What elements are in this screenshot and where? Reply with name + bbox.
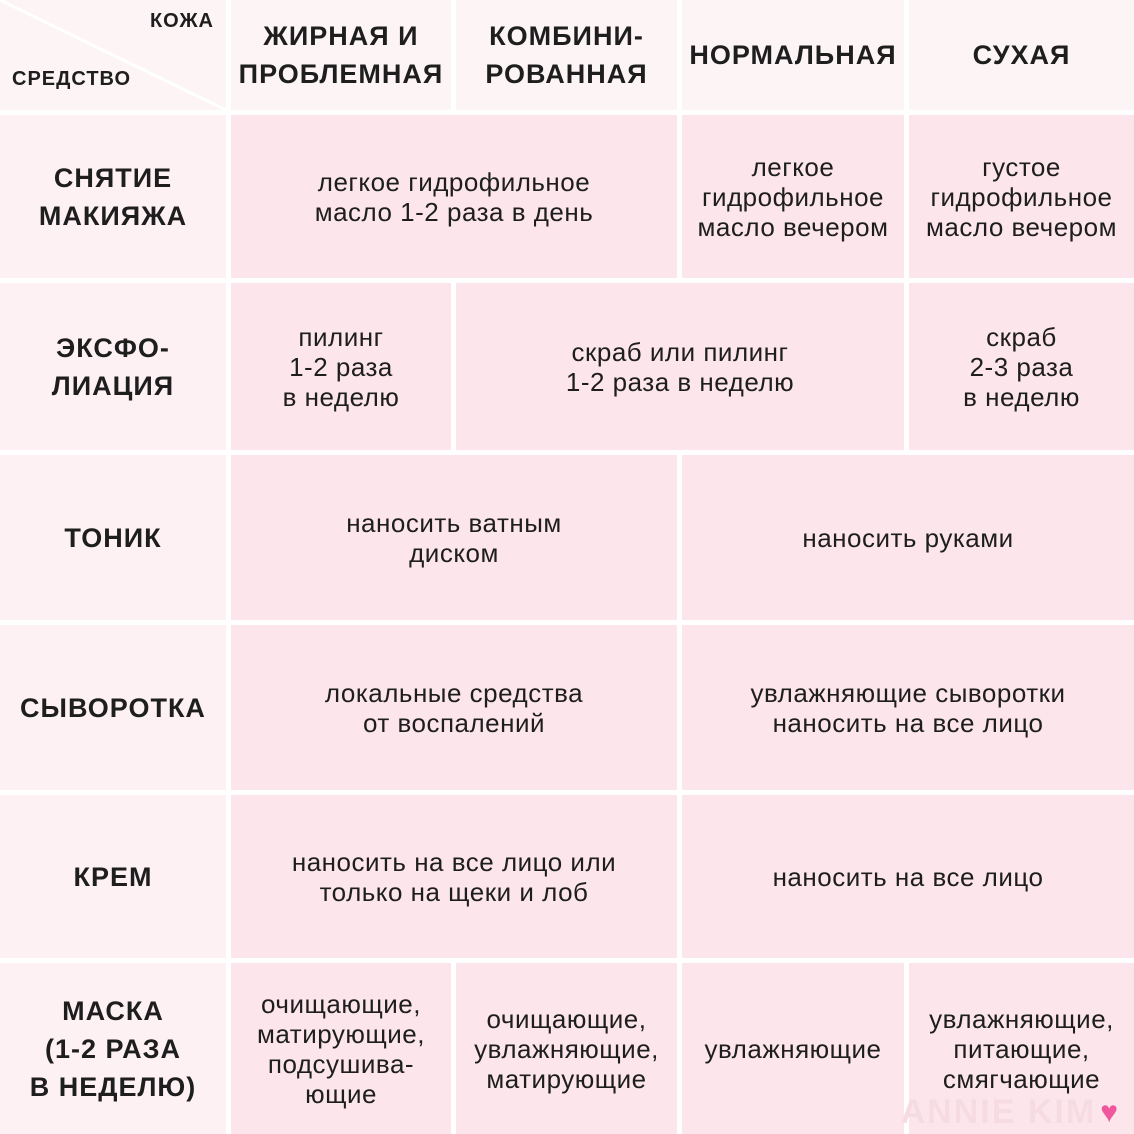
cell-exfoliation-dry: скраб 2-3 раза в неделю [909, 283, 1134, 450]
corner-product-label: СРЕДСТВО [12, 68, 132, 90]
cell-makeup-removal-dry: густое гидрофильное масло вечером [909, 115, 1134, 278]
cell-cream-oily-combination: наносить на все лицо или только на щеки и лоб [231, 795, 677, 958]
heart-icon: ♥ [1100, 1095, 1120, 1129]
cell-toner-normal-dry: наносить руками [682, 455, 1134, 620]
row-label-makeup-removal: СНЯТИЕ МАКИЯЖА [0, 115, 226, 278]
cell-makeup-removal-oily-combination: легкое гидрофильное масло 1-2 раза в день [231, 115, 677, 278]
cell-mask-combination: очищающие, увлажняющие, матирующие [456, 963, 677, 1134]
watermark-text: ANNIE KIM [900, 1093, 1097, 1131]
row-label-exfoliation: ЭКСФО- ЛИАЦИЯ [0, 283, 226, 450]
cell-toner-oily-combination: наносить ватным диском [231, 455, 677, 620]
row-label-mask: МАСКА (1-2 РАЗА В НЕДЕЛЮ) [0, 963, 226, 1134]
corner-cell [0, 0, 226, 110]
corner-skin-label: КОЖА [149, 10, 214, 32]
cell-serum-oily-combination: локальные средства от воспалений [231, 625, 677, 790]
column-header-normal: НОРМАЛЬНАЯ [682, 0, 904, 110]
cell-makeup-removal-normal: легкое гидрофильное масло вечером [682, 115, 904, 278]
cell-mask-dry: увлажняющие, питающие, смягчающие [909, 963, 1134, 1134]
watermark [901, 1093, 1120, 1132]
row-label-cream: КРЕМ [0, 795, 226, 958]
cell-exfoliation-oily: пилинг 1-2 раза в неделю [231, 283, 451, 450]
column-header-oily: ЖИРНАЯ И ПРОБЛЕМНАЯ [231, 0, 451, 110]
row-label-toner: ТОНИК [0, 455, 226, 620]
column-header-combination: КОМБИНИ- РОВАННАЯ [456, 0, 677, 110]
cell-mask-normal: увлажняющие [682, 963, 904, 1134]
column-header-dry: СУХАЯ [909, 0, 1134, 110]
cell-cream-normal-dry: наносить на все лицо [682, 795, 1134, 958]
cell-serum-normal-dry: увлажняющие сыворотки наносить на все лицо [682, 625, 1134, 790]
cell-mask-oily: очищающие, матирующие, подсушива- ющие [231, 963, 451, 1134]
cell-exfoliation-combination-normal: скраб или пилинг 1-2 раза в неделю [456, 283, 904, 450]
row-label-serum: СЫВОРОТКА [0, 625, 226, 790]
